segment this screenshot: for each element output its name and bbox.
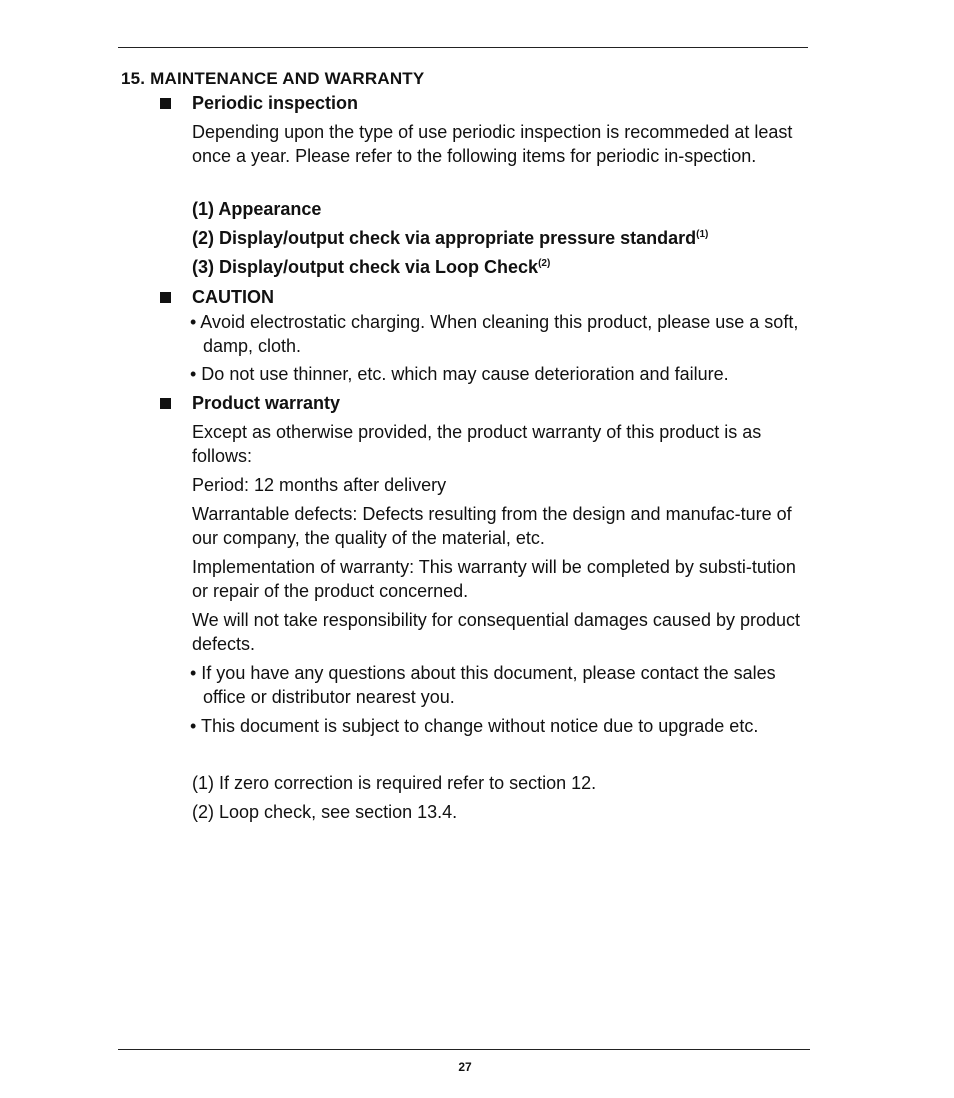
caution-bullet-2: • Do not use thinner, etc. which may cause deterioration and failure. xyxy=(190,364,729,384)
square-bullet-icon xyxy=(160,98,171,109)
section-heading: 15. MAINTENANCE AND WARRANTY xyxy=(121,69,425,88)
warranty-intro: Except as otherwise provided, the product warranty of this product is as follows: xyxy=(192,422,762,466)
product-warranty-title: Product warranty xyxy=(192,393,341,413)
caution-bullet-1: • Avoid electrostatic charging. When cleaning this product, please use a soft, damp, cloth. xyxy=(190,312,799,356)
warranty-responsibility: We will not take responsibility for consequential damages caused by product defects. xyxy=(192,610,801,654)
periodic-inspection-title: Periodic inspection xyxy=(192,93,359,113)
inspection-item-1 xyxy=(192,199,321,220)
inspection-item-2-text: (2) Display/output check via appropriate pressure standard xyxy=(192,228,697,248)
warranty-defects: Warrantable defects: Defects resulting from the design and manufac-ture of our company, the quality of the material, etc. xyxy=(192,504,792,548)
warranty-implementation: Implementation of warranty: This warranty will be completed by substi-tution or repair of the product concerned. xyxy=(192,557,796,601)
footnote-ref-1: (1) xyxy=(696,229,709,240)
footnote-1: (1) If zero correction is required refer to section 12. xyxy=(192,773,597,793)
bottom-rule xyxy=(118,1049,810,1050)
warranty-period: Period: 12 months after delivery xyxy=(192,475,447,495)
inspection-item-1-text: (1) Appearance xyxy=(192,199,322,219)
top-rule xyxy=(118,47,808,48)
square-bullet-icon xyxy=(160,398,171,409)
caution-title: CAUTION xyxy=(192,287,274,307)
warranty-bullet-1: • If you have any questions about this document, please contact the sales office or distributor nearest you. xyxy=(190,663,776,707)
page-number: 27 xyxy=(458,1060,472,1074)
warranty-bullet-2: • This document is subject to change without notice due to upgrade etc. xyxy=(190,716,759,736)
footnote-2: (2) Loop check, see section 13.4. xyxy=(192,802,458,822)
square-bullet-icon xyxy=(160,292,171,303)
footnote-ref-2: (2) xyxy=(538,258,551,269)
periodic-inspection-body: Depending upon the type of use periodic inspection is recommeded at least once a year. Please refer to the following items for periodic in-spection. xyxy=(192,122,793,166)
inspection-item-2 xyxy=(192,228,708,249)
inspection-item-3-text: (3) Display/output check via Loop Check xyxy=(192,257,539,277)
inspection-item-3 xyxy=(192,257,550,278)
